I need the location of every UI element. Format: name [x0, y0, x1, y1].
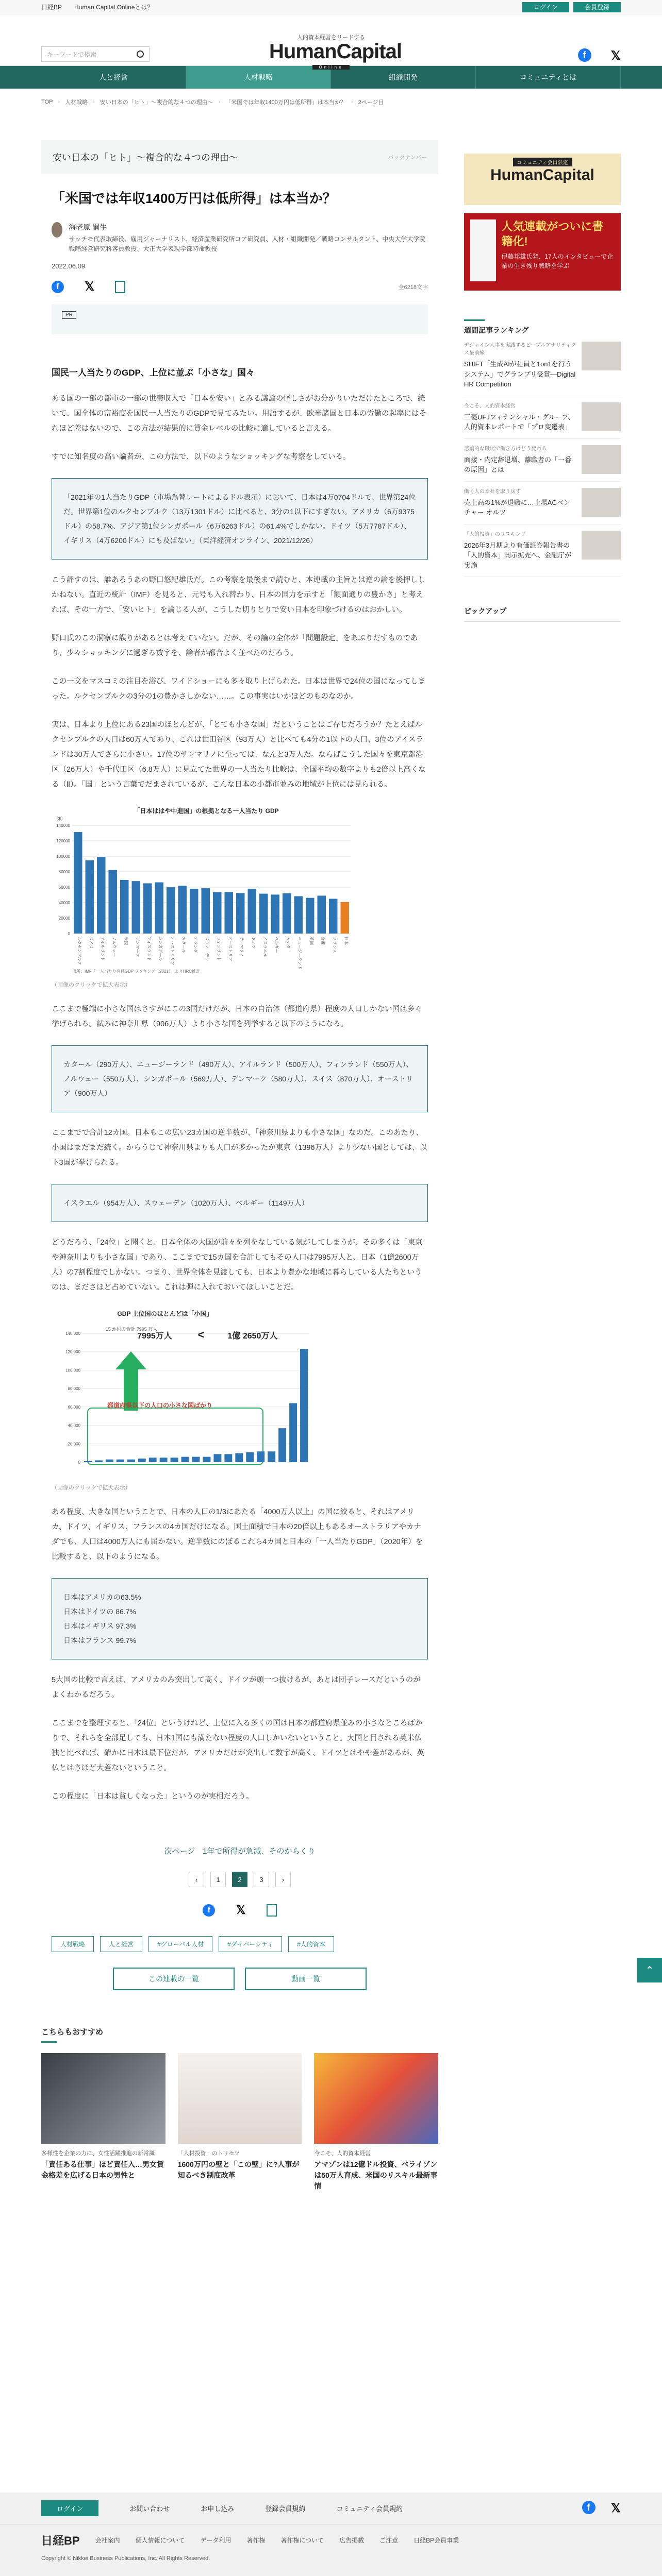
- register-button[interactable]: 会員登録: [573, 2, 621, 12]
- x-tick-label: シンガポール: [158, 937, 163, 962]
- bar: [178, 886, 187, 934]
- x-tick-label: スイス: [88, 937, 93, 950]
- bar: [95, 1461, 103, 1462]
- card-title: 1600万円の壁と「この壁」に?人事が知るべき制度改革: [177, 2160, 300, 2180]
- breadcrumb: TOP › 人材戦略 › 安い日本の「ヒト」〜複合的な４つの理由〜 › 「米国では年収1400万円は低所得」は本当か？ › 2ページ目: [41, 99, 384, 106]
- tag-list: [41, 1936, 438, 1952]
- y-tick-label: 120000: [56, 839, 70, 844]
- author-name[interactable]: 海老原 嗣生: [69, 223, 107, 231]
- x-tick-label: アイルランド: [100, 937, 105, 961]
- sidebar: [464, 154, 621, 622]
- avatar: [52, 222, 62, 238]
- chart-title: 「日本ははや中進国」の根拠となる一人当たり GDP: [134, 807, 279, 815]
- bar: [271, 895, 280, 934]
- backnumber-link[interactable]: バックナンバー: [388, 155, 427, 161]
- quote-line: 日本はイギリス 97.3%: [63, 1622, 137, 1631]
- footer-link[interactable]: 著作権: [246, 2536, 266, 2544]
- x-share-icon[interactable]: 𝕏: [236, 1903, 246, 1918]
- recommend-section: [41, 2026, 438, 2192]
- ranking-thumb: [582, 488, 621, 517]
- bar: [190, 889, 198, 934]
- quote-line: 日本はフランス 99.7%: [63, 1636, 137, 1645]
- page-2-button[interactable]: 2: [232, 1872, 247, 1887]
- pagination: [52, 1872, 428, 1887]
- y-axis-label: （$）: [54, 816, 66, 822]
- footer-link[interactable]: 広告掲載: [339, 2536, 365, 2544]
- ranking-title-text: 2026年3月期より有価証券報告書の「人的資本」開示拡充へ、金融庁が実施: [464, 541, 572, 569]
- book-ad[interactable]: [464, 213, 621, 291]
- pr-badge: PR: [62, 311, 76, 319]
- bar: [246, 1452, 254, 1462]
- footer-link[interactable]: お申し込み: [201, 2505, 235, 2513]
- bar: [202, 888, 210, 934]
- ranking-item[interactable]: [464, 396, 621, 439]
- breadcrumb-item[interactable]: 安い日本の「ヒト」〜複合的な４つの理由〜: [100, 99, 213, 106]
- bar: [300, 1349, 308, 1462]
- x-tick-label: イスラエル: [262, 937, 268, 958]
- topbar-actions: [522, 2, 621, 12]
- article: [41, 189, 438, 1918]
- ranking-thumb: [582, 402, 621, 431]
- top-utility-bar: [0, 0, 662, 14]
- bar: [120, 880, 129, 934]
- x-tick-label: オーストラリア: [170, 937, 175, 965]
- gdp-per-capita-chart: [52, 805, 361, 975]
- list-buttons: [41, 1968, 438, 1990]
- paragraph: 野口氏のこの洞察に誤りがあるとは考えていない。だが、その論の全体が「問題設定」をあぶりだすものであり、少々ショッキングに過ぎる数字を、論者が都合よく並べたのだろう。: [52, 634, 418, 658]
- paragraph: この一文をマスコミの注目を浴び、ワイドショーにも多々取り上げられた。日本は世界で24位の国になってしまった。ルクセンブルクの3分の1の豊かさしかない……。この事実はいかほどのものなのか。: [52, 677, 426, 701]
- bar: [143, 884, 152, 934]
- nav-item-community[interactable]: コミュニティとは: [476, 66, 621, 89]
- paragraph: ここまで極端に小さな国はさすがにこの3国だけだが、日本の自治体（都道府県）程度の人口しかない国は多々挙げられる。試みに神奈川県（906万人）より小さな国を列挙すると以下のようになる。: [52, 1005, 422, 1029]
- y-tick-label: 0: [78, 1460, 80, 1465]
- bar: [248, 889, 257, 934]
- bar: [259, 894, 268, 934]
- breadcrumb-item: 2ページ目: [358, 99, 384, 106]
- gdp-chart-figure[interactable]: [52, 805, 428, 989]
- pickup-title: ピックアップ: [464, 606, 621, 622]
- x-tick-label: 米国: [123, 937, 128, 945]
- recommend-title: こちらもおすすめ: [41, 2026, 438, 2043]
- x-tick-label: ベルギー: [274, 937, 279, 954]
- bar: [213, 892, 222, 934]
- card-image: [314, 2053, 438, 2144]
- bar: [106, 1460, 113, 1462]
- card-image: [178, 2053, 302, 2144]
- y-tick-label: 60000: [58, 885, 70, 890]
- bar: [155, 883, 164, 934]
- nav-item-org[interactable]: 組織開発: [331, 66, 476, 89]
- main-column: [41, 140, 438, 2192]
- page-1-button[interactable]: 1: [210, 1872, 226, 1887]
- paragraph: 実は、日本より上位にある23国のほとんどが、「とても小さな国」だということはご存じだろうか？たとえばルクセンブルクの人口は60万人であり、これは世田谷区（93万人）と比べても4分の1以下の人口、3位のアイスランドは30万人でさらに小さい。17位のサンマリノに至っては、なんと3万人だ。ならばこうした国々を東京都港区（26万人）や千代田区（6.8万人）に見立てた世界の一人当たり比較は、全国平均の数字よりも2倍以上高くなる（Ⅱ）。「国」という言葉でだまされているが、こんな日本の小都市並みの地域が上位には見られる。: [52, 721, 426, 789]
- x-tick-label: カタール: [181, 937, 186, 954]
- chart-source: 出所：IMF「一人当たり名目GDP ランキング（2021）」よりHRC推計: [72, 969, 201, 974]
- x-tick-label: オーストリア: [227, 937, 233, 961]
- quote-box: [52, 1578, 428, 1659]
- y-tick-label: 100,000: [65, 1368, 80, 1373]
- x-tick-label: オランダ: [193, 937, 198, 954]
- bar: [289, 1403, 297, 1462]
- x-tick-label: アイスランド: [146, 937, 152, 961]
- bar: [86, 860, 94, 934]
- section-heading: 国民一人当たりのGDP、上位に並ぶ「小さな」国々: [52, 368, 255, 378]
- y-tick-label: 80000: [58, 870, 70, 875]
- bar: [213, 1454, 221, 1463]
- ranking-title: 週間記事ランキング: [464, 319, 621, 335]
- facebook-icon[interactable]: f: [578, 48, 591, 62]
- image-caption: （画像のクリックで拡大表示）: [52, 1485, 131, 1492]
- bar: [235, 1453, 243, 1462]
- ranking-item[interactable]: [464, 335, 621, 396]
- arrow-head: [115, 1351, 146, 1369]
- ranking-label: 「人的投資」のリスキング: [464, 531, 526, 537]
- site-header: [0, 14, 662, 70]
- ranking-title-text: 三菱UFJフィナンシャル・グループ、人的資本レポートで「プロ変遷表」: [464, 413, 575, 431]
- ranking-item[interactable]: [464, 439, 621, 482]
- card-label: 多様性を企業の力に、女性活躍推進の新常識: [41, 2150, 155, 2157]
- bar: [236, 893, 245, 934]
- chart-title: GDP 上位国のほとんどは「小国」: [117, 1310, 213, 1318]
- header-social: [578, 48, 621, 63]
- next-page-link[interactable]: 次ページ 1年で所得が急減、そのからくり: [164, 1847, 316, 1856]
- bar: [203, 1457, 210, 1462]
- y-tick-label: 40000: [58, 901, 70, 906]
- x-tick-label: フィンランド: [216, 937, 221, 961]
- copyright: Copyright © Nikkei Business Publications, Inc. All Rights Reserved.: [41, 2555, 210, 2562]
- y-tick-label: 20,000: [68, 1442, 80, 1447]
- pr-box[interactable]: [52, 304, 428, 334]
- x-tick-label: ルクセンブルク: [77, 937, 82, 965]
- paragraph: ある程度、大きな国ということで、日本の人口の1/3にあたる「4000万人以上」の国に絞ると、それはアメリカ、ドイツ、イギリス、フランスの4カ国だけになる。国土面積で日本の20倍以上もあるオーストラリアやカナダでも、人口は4000万人にも届かない。逆半数にのぼるこれら4カ国と日本の「一人当たりGDP」（2020年）を比較すると、以下のようになる。: [52, 1508, 423, 1562]
- nav-item-strategy[interactable]: 人材戦略: [186, 66, 331, 89]
- x-tick-label: ドイツ: [251, 937, 256, 949]
- ranking-thumb: [582, 531, 621, 560]
- tag[interactable]: 人と経営: [100, 1936, 142, 1952]
- ad-brand: HumanCapital: [490, 166, 594, 183]
- ranking-title-text: 売上高の1%が退職に…上場ACベンチャー オルツ: [464, 498, 570, 516]
- chart-inset-label: 都道府県以下の人口の小さな国ばかり: [107, 1402, 213, 1410]
- breadcrumb-item[interactable]: 「米国では年収1400万円は低所得」は本当か？: [225, 99, 346, 106]
- tag[interactable]: #ダイバーシティ: [219, 1936, 282, 1952]
- author-bio: サッチモ代表取締役、雇用ジャーナリスト、経済産業研究所コア研究員、人材・組織開発／戦略コンサルタント、中央大学大学院戦略経営研究科客員教授、大正大学表現学部特命教授: [69, 235, 426, 253]
- video-list-button[interactable]: 動画一覧: [245, 1968, 367, 1990]
- logo-tagline: 人的資本経営をリードする: [297, 35, 365, 41]
- next-page-button[interactable]: ›: [275, 1872, 291, 1887]
- x-tick-label: スウェーデン: [204, 937, 209, 961]
- bar: [318, 896, 326, 934]
- ranking-thumb: [582, 342, 621, 370]
- chart-label-right: 1億 2650万人: [227, 1332, 278, 1341]
- footer-logo[interactable]: 日経BP: [41, 2534, 80, 2547]
- footer-login-button[interactable]: ログイン: [41, 2500, 98, 2516]
- bar: [171, 1458, 178, 1463]
- prev-page-button[interactable]: ‹: [189, 1872, 204, 1887]
- y-tick-label: 80,000: [68, 1386, 80, 1392]
- bar: [149, 1458, 157, 1463]
- tag[interactable]: #グローバル人材: [148, 1936, 212, 1952]
- footer-link[interactable]: 個人情報について: [135, 2536, 185, 2544]
- x-icon[interactable]: 𝕏: [610, 2501, 621, 2515]
- about-link[interactable]: Human Capital Onlineとは？: [74, 4, 154, 11]
- scroll-top-button[interactable]: ⌃: [637, 1958, 662, 1982]
- bar: [225, 892, 234, 934]
- bar: [224, 1454, 232, 1463]
- ranking-item[interactable]: [464, 524, 621, 578]
- tag[interactable]: 人材戦略: [52, 1936, 94, 1952]
- ranking-thumb: [582, 445, 621, 474]
- ranking: [464, 319, 621, 577]
- search-input[interactable]: [41, 46, 150, 62]
- logo-name: HumanCapital: [269, 40, 402, 63]
- ranking-title-text: 面接・内定辞退増、離職者の「一番の原因」とは: [464, 455, 572, 473]
- bookmark-icon[interactable]: [115, 281, 125, 293]
- x-share-icon[interactable]: 𝕏: [85, 280, 95, 294]
- facebook-share-icon[interactable]: f: [203, 1904, 215, 1917]
- footer-link[interactable]: お問い合わせ: [129, 2505, 170, 2513]
- y-tick-label: 120,000: [65, 1350, 80, 1355]
- bar: [181, 1457, 189, 1462]
- bar: [109, 870, 118, 934]
- logo-sub: Online: [312, 65, 349, 70]
- x-tick-label: 日本: [343, 937, 349, 945]
- series-title: 安い日本の「ヒト」〜複合的な４つの理由〜: [53, 152, 238, 163]
- card-image: [41, 2053, 166, 2144]
- community-ad[interactable]: [464, 154, 621, 205]
- paragraph: すでに知名度の高い論者が、この方法で、以下のようなショッキングな考察をしている。: [52, 453, 351, 462]
- quote-line: 日本はドイツの 86.7%: [63, 1607, 136, 1616]
- search-placeholder: キーワードで検索: [47, 50, 97, 58]
- y-tick-label: 20000: [58, 916, 70, 921]
- bar: [306, 898, 315, 934]
- share-bar: [52, 279, 428, 294]
- chart-label-lt: <: [197, 1328, 205, 1342]
- article-title: 「米国では年収1400万円は低所得」は本当か？: [52, 191, 336, 206]
- bar: [117, 1460, 124, 1462]
- bar: [283, 893, 291, 934]
- bar: [167, 888, 175, 934]
- ad-title: 人気連載がついに書籍化!: [501, 220, 604, 248]
- breadcrumb-item[interactable]: 人材戦略: [65, 99, 88, 106]
- ranking-label: 悲劇的な職場で働き方はどう変わる: [464, 446, 547, 452]
- bar: [278, 1429, 286, 1463]
- y-tick-label: 100000: [56, 854, 70, 859]
- quote-box: カタール（290万人）、ニュージーランド（490万人）、アイルランド（500万人）、フィンランド（550万人）、ノルウェー（550万人）、シンガポール（569万人）、デンマーク（580万人）、スイス（870万人）、オーストリア（900万人）: [52, 1045, 428, 1112]
- x-tick-label: デンマーク: [135, 937, 140, 958]
- bar: [127, 1460, 135, 1462]
- bar: [192, 1457, 200, 1462]
- ad-sub: 伊藤邦雄氏発、17人のインタビューで企業の生き残り戦略を学ぶ: [501, 253, 614, 270]
- footer-link[interactable]: 著作権について: [280, 2536, 324, 2544]
- ranking-label: デジャイン人事を実践するピープルアナリティクス最前線: [464, 343, 576, 356]
- x-tick-label: ノルウェー: [111, 937, 117, 957]
- bar: [74, 832, 82, 934]
- card-label: 「人材投資」のトリセツ: [177, 2150, 240, 2157]
- series-header[interactable]: [41, 140, 438, 174]
- brand-link[interactable]: 日経BP: [41, 4, 62, 11]
- bar: [160, 1458, 168, 1463]
- footer-link[interactable]: ご注意: [379, 2536, 399, 2544]
- bar: [97, 857, 106, 934]
- ad-tag: コミュニティ会員限定: [513, 158, 572, 166]
- site-logo[interactable]: [269, 33, 402, 71]
- x-tick-label: カナダ: [286, 937, 291, 949]
- footer-link[interactable]: 日経BP会員事業: [413, 2536, 459, 2544]
- card-title: アマゾンは12億ドル投資、ベライゾンは50万人育成、米国のリスキル最新事情: [314, 2160, 438, 2191]
- site-footer: [0, 2493, 662, 2576]
- bookmark-icon[interactable]: [267, 1904, 277, 1917]
- x-tick-label: ニュージーランド: [297, 937, 302, 970]
- bar: [341, 902, 350, 934]
- breadcrumb-item[interactable]: TOP: [41, 99, 53, 105]
- x-tick-label: サンマリノ: [239, 937, 244, 957]
- bar: [257, 1452, 264, 1463]
- x-tick-label: フランス: [332, 937, 337, 954]
- y-tick-label: 0: [68, 931, 70, 937]
- card-title: 「責任ある仕事」ほど責任入…男女賃金格差を広げる日本の男性と: [41, 2160, 164, 2180]
- facebook-share-icon[interactable]: f: [52, 281, 64, 293]
- footer-link[interactable]: コミュニティ会員規約: [336, 2505, 403, 2513]
- chart-label-left: 7995万人: [137, 1332, 172, 1341]
- bar: [329, 899, 338, 934]
- y-tick-label: 140,000: [65, 1331, 80, 1336]
- quote-line: 日本はアメリカの63.5%: [63, 1593, 141, 1602]
- page-3-button[interactable]: 3: [254, 1872, 269, 1887]
- ranking-label: 働く人の幸せを取り戻す: [464, 488, 521, 495]
- small-country-chart: [52, 1308, 340, 1478]
- paragraph: どうだろう、「24位」と聞くと、日本全体の大国が前々を列をなしている気がしてしまうが、その多くは「東京や神奈川よりも小さな国」であり、ここまでで15カ国を合計してもその人口は7995万人と、日本（1億2600万人）の7割程度でしかない。つまり、世界全体を見渡しても、日本より豊かな地域に暮らしている人たちというのは、まださほど占めていない。これは弾に入れておいてほしいことだ。: [52, 1239, 423, 1292]
- quote-box: イスラエル（954万人）、スウェーデン（1020万人）、ベルギー（1149万人）: [52, 1184, 428, 1222]
- nav-item-people[interactable]: 人と経営: [41, 66, 186, 89]
- recommend-card[interactable]: [178, 2053, 302, 2192]
- y-tick-label: 40,000: [68, 1423, 80, 1428]
- recommend-card[interactable]: [314, 2053, 438, 2192]
- bar: [84, 1461, 92, 1462]
- card-label: 今こそ、人的資本経営: [314, 2150, 371, 2157]
- ranking-label: 今こそ、人的資本経営: [464, 403, 516, 409]
- paragraph: 5大国の比較で言えば、アメリカのみ突出して高く、ドイツが頭一つ抜けるが、あとは団子レースだというのがよくわかるだろう。: [52, 1676, 421, 1700]
- quote-box: 「2021年の1人当たりGDP（市場為替レートによるドル表示）において、日本は4万0704ドルで、世界第24位だ。世界第1位のルクセンブルク（13万1301ドル）に比べると、3分の1以下にすぎない。アメリカ（6万9375ドル）の58.7%、アジア第1位シンガポール（6万6263ドル）の61.4%でしかない。ドイツ（5万7787ドル）、イギリス（4万6200ドル）にも及ばない」（東洋経済オンライン、2021/12/26）: [52, 478, 428, 560]
- small-country-chart-figure[interactable]: [52, 1308, 428, 1492]
- x-icon[interactable]: 𝕏: [610, 49, 621, 63]
- facebook-icon[interactable]: f: [582, 2501, 595, 2514]
- paragraph: こう評すのは、誰あろうあの野口悠紀雄氏だ。この考察を最後まで読むと、本連載の主旨とは逆の論を後押ししかねない。直近の統計（IMF）を見ると、元号も入れ替わり、日本の国力を示すと「額面通りの豊かさ」と考えれば、その一方で、「安いヒト」を論じる人が、こうした切りとりで安い日本を印象づけるのはおかしい。: [52, 576, 425, 615]
- bar: [294, 896, 303, 934]
- ranking-item[interactable]: [464, 482, 621, 524]
- footer-link[interactable]: 会社案内: [95, 2536, 120, 2544]
- recommend-card[interactable]: [41, 2053, 166, 2192]
- bar: [132, 882, 141, 934]
- bar: [268, 1452, 275, 1463]
- login-button[interactable]: ログイン: [522, 2, 569, 12]
- image-caption: （画像のクリックで拡大表示）: [52, 982, 131, 989]
- book-cover: [470, 219, 496, 281]
- paragraph: ある国の一部の都市の一部の世帯収入で「日本を安い」とみる議論の怪しさがお分かりいただけたところで、続いて、国全体の富裕度を国民一人当たりのGDPで見てみたい。用語するが、欧米諸国と日本の労働の起率にはそれほど差はないので、この方法が結果的に賃金レベルの比較に適していると言える。: [52, 395, 427, 433]
- ranking-title-text: SHIFT「生成AIが社員と1on1を行うシステム」でグランプリ受賞―Digital HR Competition: [464, 360, 576, 388]
- search-icon[interactable]: [137, 50, 144, 58]
- y-tick-label: 60,000: [68, 1405, 80, 1410]
- footer-link[interactable]: データ利用: [200, 2536, 231, 2544]
- paragraph: ここまでで合計12カ国。日本もこの広い23カ国の逆半数が、「神奈川県よりも小さな国」なのだ。このあたり、小国はまだまだ続く。からうじて神奈川県よりも人口が多かったが東京（1396万人）より少ない国としては、以下3国が挙げられる。: [52, 1129, 427, 1167]
- series-list-button[interactable]: この連載の一覧: [113, 1968, 235, 1990]
- footer-link[interactable]: 登録会員規約: [265, 2505, 306, 2513]
- bar: [138, 1459, 146, 1462]
- x-tick-label: 英国: [309, 937, 314, 945]
- paragraph: この程度に「日本は貧しくなった」というのが実相だろう。: [52, 1792, 254, 1801]
- chart-annotation: 15 か国の合計 7995 万人: [105, 1327, 158, 1332]
- tag[interactable]: #人的資本: [288, 1936, 334, 1952]
- publish-date: 2022.06.09: [52, 262, 86, 270]
- x-tick-label: 香港: [320, 937, 325, 945]
- bottom-share-bar: [52, 1903, 428, 1918]
- y-tick-label: 140000: [56, 823, 70, 828]
- char-count: 全6218文字: [398, 284, 428, 291]
- author-block: [52, 222, 428, 254]
- paragraph: ここまでを整理すると、「24位」というけれど、上位に入る多くの国は日本の都道府県並みの小さなところばかりで、それらを全部足しても、日本1国にも満たない程度の人口しかいないということ。大国と目される英米仏独と比べれば、確かに日本は最下位だが、アメリカだけが突出して数字が高く、ドイツとはやや差があるが、英仏とはさほど大差ないということ。: [52, 1719, 424, 1773]
